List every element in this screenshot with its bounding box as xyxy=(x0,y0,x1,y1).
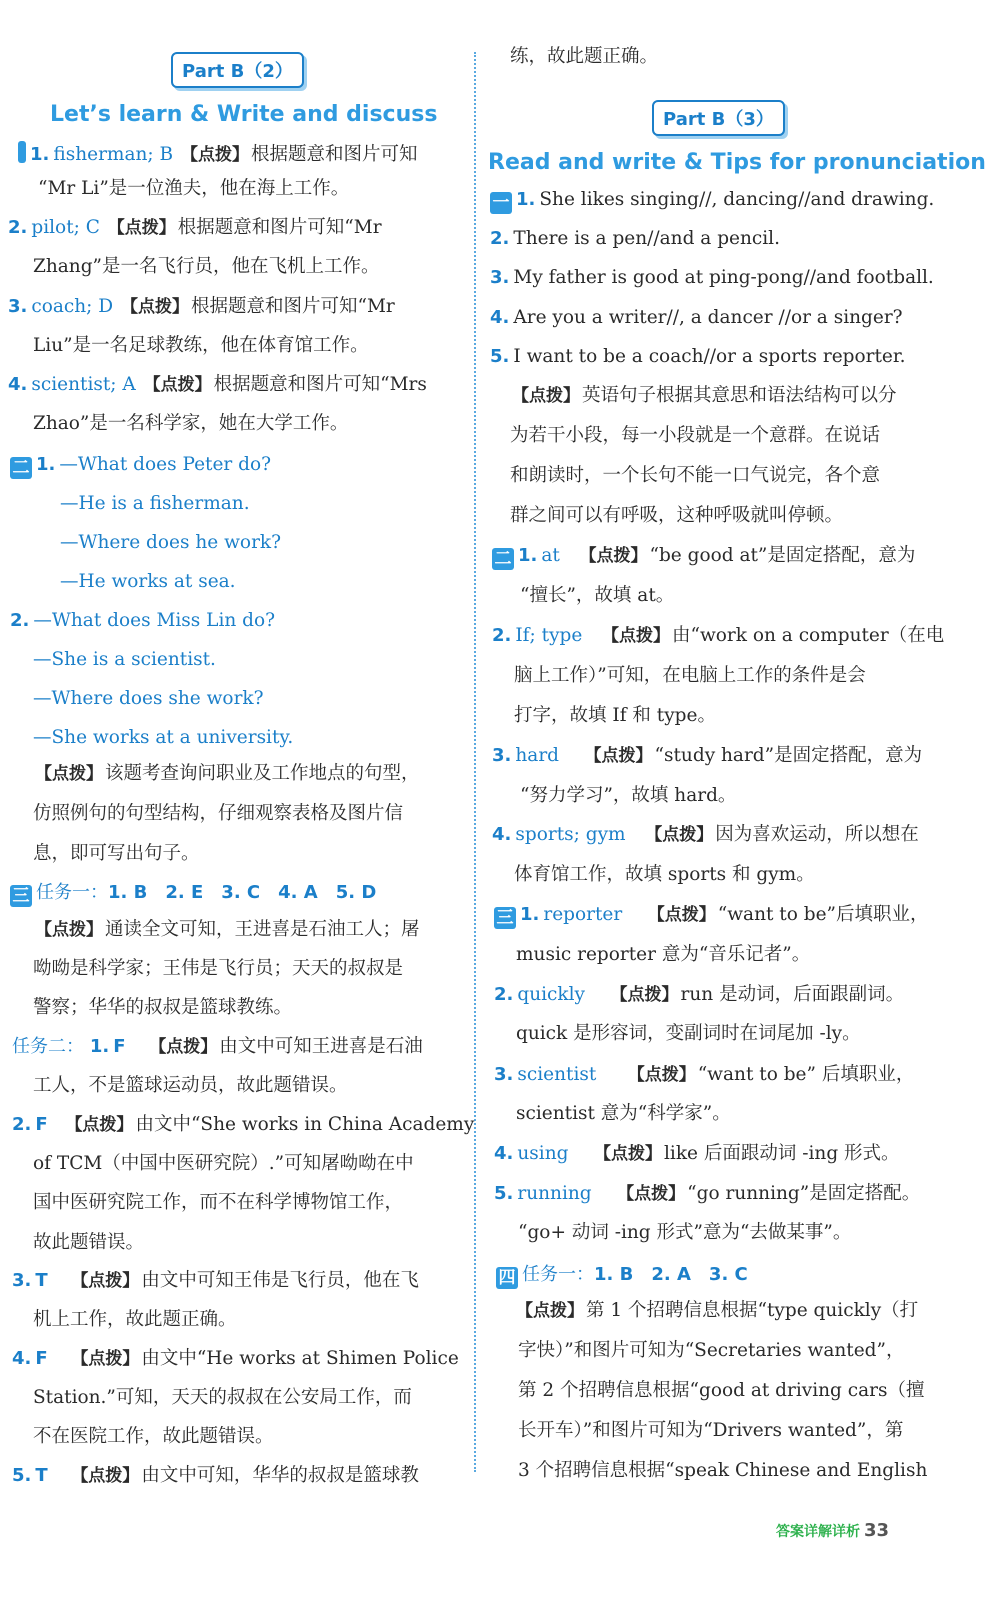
part-b2-label: Part B（2） xyxy=(171,52,304,88)
f3-line1: 3. hard 【点拨】 “study hard”是固定搭配，意为 xyxy=(492,745,923,766)
d2-number: 2. xyxy=(10,610,30,631)
q1-line1 xyxy=(18,141,418,165)
q4-line1 xyxy=(8,376,427,395)
q1-tip: 【点拨】 xyxy=(181,145,250,165)
p5-line: 5. I want to be a coach//or a sports reporter. xyxy=(490,346,906,367)
p-tip-line2: 为若干小段，每一小段就是一个意群。在说话 xyxy=(510,425,881,446)
task2-q2-line4: 故此题错误。 xyxy=(33,1232,145,1253)
section-badge-r4: 四 xyxy=(496,1267,518,1289)
g3-line1: 3. scientist 【点拨】 “want to be” 后填职业， xyxy=(494,1064,915,1085)
p-tip-line1: 【点拨】 英语句子根据其意思和语法结构可以分 xyxy=(512,385,897,406)
task2-q4-line3: 不在医院工作，故此题错误。 xyxy=(33,1426,274,1447)
section-badge-1 xyxy=(18,141,26,163)
g5-line1: 5. running 【点拨】 “go running”是固定搭配。 xyxy=(494,1183,921,1204)
q4-tip: 【点拨】 xyxy=(143,375,212,395)
f1-line1: 二 1. at 【点拨】 “be good at”是固定搭配，意为 xyxy=(492,547,915,570)
q2-line1 xyxy=(8,219,382,238)
d1-line1: 二 1. —What does Peter do? xyxy=(10,456,271,479)
d1-line3: —Where does he work? xyxy=(60,532,282,553)
g3-line2: scientist 意为“科学家”。 xyxy=(516,1103,731,1124)
task2-q1-line1: 任务二： 1. F 【点拨】 由文中可知王进喜是石油 xyxy=(12,1036,423,1057)
q4-answer: scientist; A xyxy=(31,374,136,395)
page-footer xyxy=(776,1520,889,1541)
h-tip-line3: 第 2 个招聘信息根据“good at driving cars（擅 xyxy=(518,1380,925,1401)
d-tip-line1: 【点拨】 该题考查询问职业及工作地点的句型， xyxy=(35,763,420,784)
g2-line2: quick 是形容词，变副词时在词尾加 -ly。 xyxy=(516,1023,861,1044)
d2-line3: —Where does she work? xyxy=(33,688,264,709)
q2-answer: pilot; C xyxy=(31,217,100,238)
q2-explanation: 根据题意和图片可知“Mr xyxy=(177,217,382,238)
q2-number: 2. xyxy=(8,217,28,238)
g4-line: 4. using 【点拨】 like 后面跟动词 -ing 形式。 xyxy=(494,1143,900,1164)
q1-answer: fisherman; B xyxy=(53,144,174,165)
f4-line1: 4. sports; gym 【点拨】 因为喜欢运动，所以想在 xyxy=(492,824,919,845)
task1-tip-line1: 【点拨】 通读全文可知，王进喜是石油工人；屠 xyxy=(35,919,420,940)
p1-line: 一 1. She likes singing//, dancing//and drawing. xyxy=(490,191,934,214)
g2-line1: 2. quickly 【点拨】 run 是动词，后面跟副词。 xyxy=(494,984,905,1005)
task2-q3-line1: 3. T 【点拨】 由文中可知王伟是飞行员，他在飞 xyxy=(12,1270,419,1291)
task1-answers: 三 任务一：1. B 2. E 3. C 4. A 5. D xyxy=(10,884,394,907)
r-task1-answers: 四 任务一：1. B 2. A 3. C xyxy=(496,1266,766,1289)
section-badge-r1: 一 xyxy=(490,192,512,214)
h-tip-line4: 长开车）”和图片可知为“Drivers wanted”，第 xyxy=(518,1420,904,1441)
section-badge-r3: 三 xyxy=(494,907,516,929)
d-tip-line3: 息，即可写出句子。 xyxy=(33,843,200,864)
task2-q4-line2: Station.”可知，天天的叔叔在公安局工作，而 xyxy=(33,1387,412,1408)
part-b3-label: Part B（3） xyxy=(652,100,785,136)
p3-line: 3. My father is good at ping-pong//and football. xyxy=(490,267,934,288)
page-number: 33 xyxy=(864,1520,890,1541)
column-divider xyxy=(474,52,476,1472)
q3-number: 3. xyxy=(8,296,28,317)
g5-line2: “go+ 动词 -ing 形式”意为“去做某事”。 xyxy=(518,1222,852,1243)
q3-explanation: 根据题意和图片可知“Mr xyxy=(191,296,395,317)
task2-q5-line1: 5. T 【点拨】 由文中可知，华华的叔叔是篮球教 xyxy=(12,1465,419,1486)
q1-explanation: 根据题意和图片可知 xyxy=(251,144,418,165)
task2-q3-line2: 机上工作，故此题正确。 xyxy=(33,1309,237,1330)
task1-tip-line3: 警察；华华的叔叔是篮球教练。 xyxy=(33,997,293,1018)
continued-text: 练，故此题正确。 xyxy=(510,46,659,67)
p-tip-line3: 和朗读时，一个长句不能一口气说完，各个意 xyxy=(510,465,881,486)
task1-label: 任务一： xyxy=(36,882,108,903)
q3-line2: Liu”是一名足球教练，他在体育馆工作。 xyxy=(33,335,369,356)
f1-line2: “擅长”，故填 at。 xyxy=(520,585,675,606)
p4-line: 4. Are you a writer//, a dancer //or a singer? xyxy=(490,307,903,328)
h-tip-line1: 【点拨】 第 1 个招聘信息根据“type quickly（打 xyxy=(516,1300,919,1321)
h-tip-line2: 字快）”和图片可知为“Secretaries wanted”， xyxy=(518,1340,905,1361)
g1-line2: music reporter 意为“音乐记者”。 xyxy=(516,944,811,965)
q3-answer: coach; D xyxy=(31,296,114,317)
f2-line2: 脑上工作）”可知，在电脑上工作的条件是会 xyxy=(514,665,866,686)
d2-line1: 2. —What does Miss Lin do? xyxy=(10,610,276,631)
task1-tip-line2: 呦呦是科学家；王伟是飞行员；天天的叔叔是 xyxy=(33,958,404,979)
task2-q2-line1: 2. F 【点拨】 由文中“She works in China Academy xyxy=(12,1114,475,1135)
q3-line1 xyxy=(8,298,395,317)
q4-line2: Zhao”是一名科学家，她在大学工作。 xyxy=(33,413,349,434)
task2-q2-line2: of TCM（中国中医研究院）.”可知屠呦呦在中 xyxy=(33,1153,414,1174)
q2-tip: 【点拨】 xyxy=(107,218,176,238)
section-badge-r2: 二 xyxy=(492,548,514,570)
section-title-right: Read and write & Tips for pronunciation xyxy=(488,150,986,175)
q4-number: 4. xyxy=(8,374,28,395)
d2-line4: —She works at a university. xyxy=(33,727,294,748)
task2-q1-line2: 工人，不是篮球运动员，故此题错误。 xyxy=(33,1075,348,1096)
q3-tip: 【点拨】 xyxy=(121,297,190,317)
f4-line2: 体育馆工作，故填 sports 和 gym。 xyxy=(514,864,815,885)
g1-line1: 三 1. reporter 【点拨】 “want to be”后填职业， xyxy=(494,906,929,929)
section-title-left: Let’s learn & Write and discuss xyxy=(50,102,438,127)
f2-line1: 2. If; type 【点拨】 由“work on a computer（在电 xyxy=(492,625,945,646)
q1-number: 1. xyxy=(30,144,50,165)
q4-explanation: 根据题意和图片可知“Mrs xyxy=(213,374,427,395)
q1-line2: “Mr Li”是一位渔夫，他在海上工作。 xyxy=(38,178,350,199)
f3-line2: “努力学习”，故填 hard。 xyxy=(520,785,737,806)
task2-q4-line1: 4. F 【点拨】 由文中“He works at Shimen Police xyxy=(12,1348,459,1369)
task2-q2-line3: 国中医研究院工作，而不在科学博物馆工作， xyxy=(33,1192,404,1213)
q2-line2: Zhang”是一名飞行员，他在飞机上工作。 xyxy=(33,256,380,277)
p-tip-line4: 群之间可以有呼吸，这种呼吸就叫停顿。 xyxy=(510,505,844,526)
d-tip-line2: 仿照例句的句型结构，仔细观察表格及图片信 xyxy=(33,803,404,824)
footer-label: 答案详解详析 xyxy=(776,1524,860,1540)
d1-line4: —He works at sea. xyxy=(60,571,236,592)
h-tip-line5: 3 个招聘信息根据“speak Chinese and English xyxy=(518,1460,928,1481)
f2-line3: 打字，故填 If 和 type。 xyxy=(514,705,716,726)
d1-number: 1. xyxy=(36,454,56,475)
section-badge-3: 三 xyxy=(10,885,32,907)
d2-line2: —She is a scientist. xyxy=(33,649,216,670)
d1-line2: —He is a fisherman. xyxy=(60,493,250,514)
section-badge-2: 二 xyxy=(10,457,32,479)
task2-label: 任务二： xyxy=(12,1036,84,1057)
p2-line: 2. There is a pen//and a pencil. xyxy=(490,228,780,249)
